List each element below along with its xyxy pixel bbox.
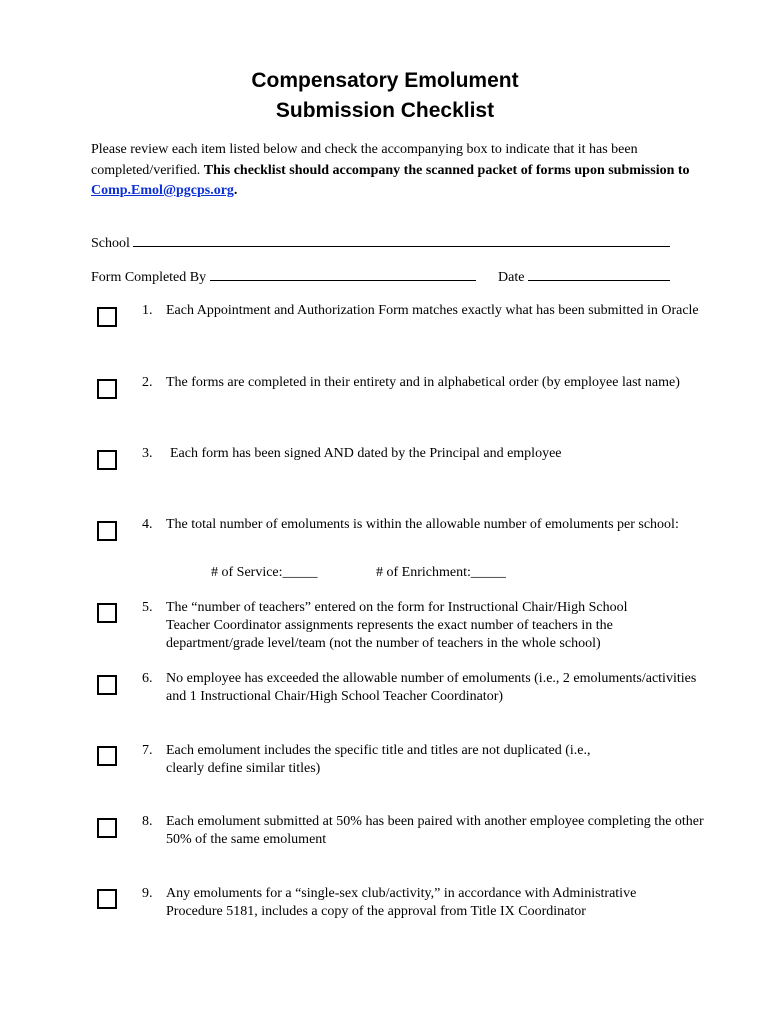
item-number: 5.: [142, 600, 153, 615]
checklist-item: [142, 813, 722, 849]
intro-bold-text: This checklist should accompany the scanned packet of forms upon submission to: [203, 162, 690, 178]
item-number: 9.: [142, 886, 153, 901]
page-title: [0, 66, 770, 126]
email-link[interactable]: Comp.Emol@pgcps.org: [91, 183, 234, 198]
item-text: Each emolument submitted at 50% has been paired with another employee completing the other 50% of the same emolument: [166, 814, 704, 847]
date-label: Date: [498, 270, 525, 285]
checklist-item: [142, 742, 722, 778]
date-field: [498, 268, 670, 287]
intro-end: .: [233, 183, 238, 198]
item-text: The forms are completed in their entirety and in alphabetical order (by employee last name): [166, 375, 680, 390]
checkbox-item-5[interactable]: [97, 603, 117, 623]
checkbox-item-8[interactable]: [97, 818, 117, 838]
intro-text: Please review each item listed below and check the accompanying box to indicate that it has been completed/verified.: [91, 142, 638, 178]
checklist-item: [142, 885, 722, 921]
item-text: The “number of teachers” entered on the form for Instructional Chair/High School Teacher Coordinator assignments represents the exact number of teachers in the department/grade level/team (not the number of teachers in the whole school): [166, 600, 628, 651]
item-text: Each Appointment and Authorization Form matches exactly what has been submitted in Oracle: [166, 303, 699, 318]
checklist-item: [142, 445, 722, 463]
item-number: 1.: [142, 303, 153, 318]
item-text: Each form has been signed AND dated by the Principal and employee: [170, 446, 562, 461]
checkbox-item-1[interactable]: [97, 307, 117, 327]
checklist-item: [142, 516, 722, 534]
item-number: 2.: [142, 375, 153, 390]
checklist-item: [142, 374, 722, 392]
form-completed-by-field: [91, 268, 476, 287]
item-number: 4.: [142, 517, 153, 532]
form-completed-by-input-line[interactable]: [210, 268, 476, 281]
service-count-field[interactable]: # of Service:_____: [211, 565, 318, 580]
item-text: The total number of emoluments is within the allowable number of emoluments per school:: [166, 517, 679, 532]
title-line-1: Compensatory Emolument: [251, 69, 519, 92]
checkbox-item-2[interactable]: [97, 379, 117, 399]
checkbox-item-7[interactable]: [97, 746, 117, 766]
school-input-line[interactable]: [133, 234, 670, 247]
school-field: [91, 234, 670, 253]
title-line-2: Submission Checklist: [275, 99, 495, 122]
checkbox-item-3[interactable]: [97, 450, 117, 470]
item-number: 8.: [142, 814, 153, 829]
date-input-line[interactable]: [528, 268, 670, 281]
item-text: No employee has exceeded the allowable number of emoluments (i.e., 2 emoluments/activities and 1 Instructional Chair/High School Teacher Coordinator): [166, 671, 697, 704]
item-text: Each emolument includes the specific title and titles are not duplicated (i.e., clearly define similar titles): [166, 743, 591, 776]
checkbox-item-6[interactable]: [97, 675, 117, 695]
form-completed-by-label: Form Completed By: [91, 270, 207, 285]
checkbox-item-9[interactable]: [97, 889, 117, 909]
checklist-item: [142, 302, 722, 320]
checklist-item: [142, 599, 722, 653]
intro-paragraph: [91, 140, 711, 202]
item-number: 6.: [142, 671, 153, 686]
item-number: 3.: [142, 446, 153, 461]
item-text: Any emoluments for a “single-sex club/activity,” in accordance with Administrative Procedure 5181, includes a copy of the approval from Title IX Coordinator: [166, 886, 637, 919]
school-label: School: [91, 236, 130, 251]
item-number: 7.: [142, 743, 153, 758]
checklist-item: [142, 670, 722, 706]
enrichment-count-field[interactable]: # of Enrichment:_____: [376, 565, 506, 580]
checkbox-item-4[interactable]: [97, 521, 117, 541]
